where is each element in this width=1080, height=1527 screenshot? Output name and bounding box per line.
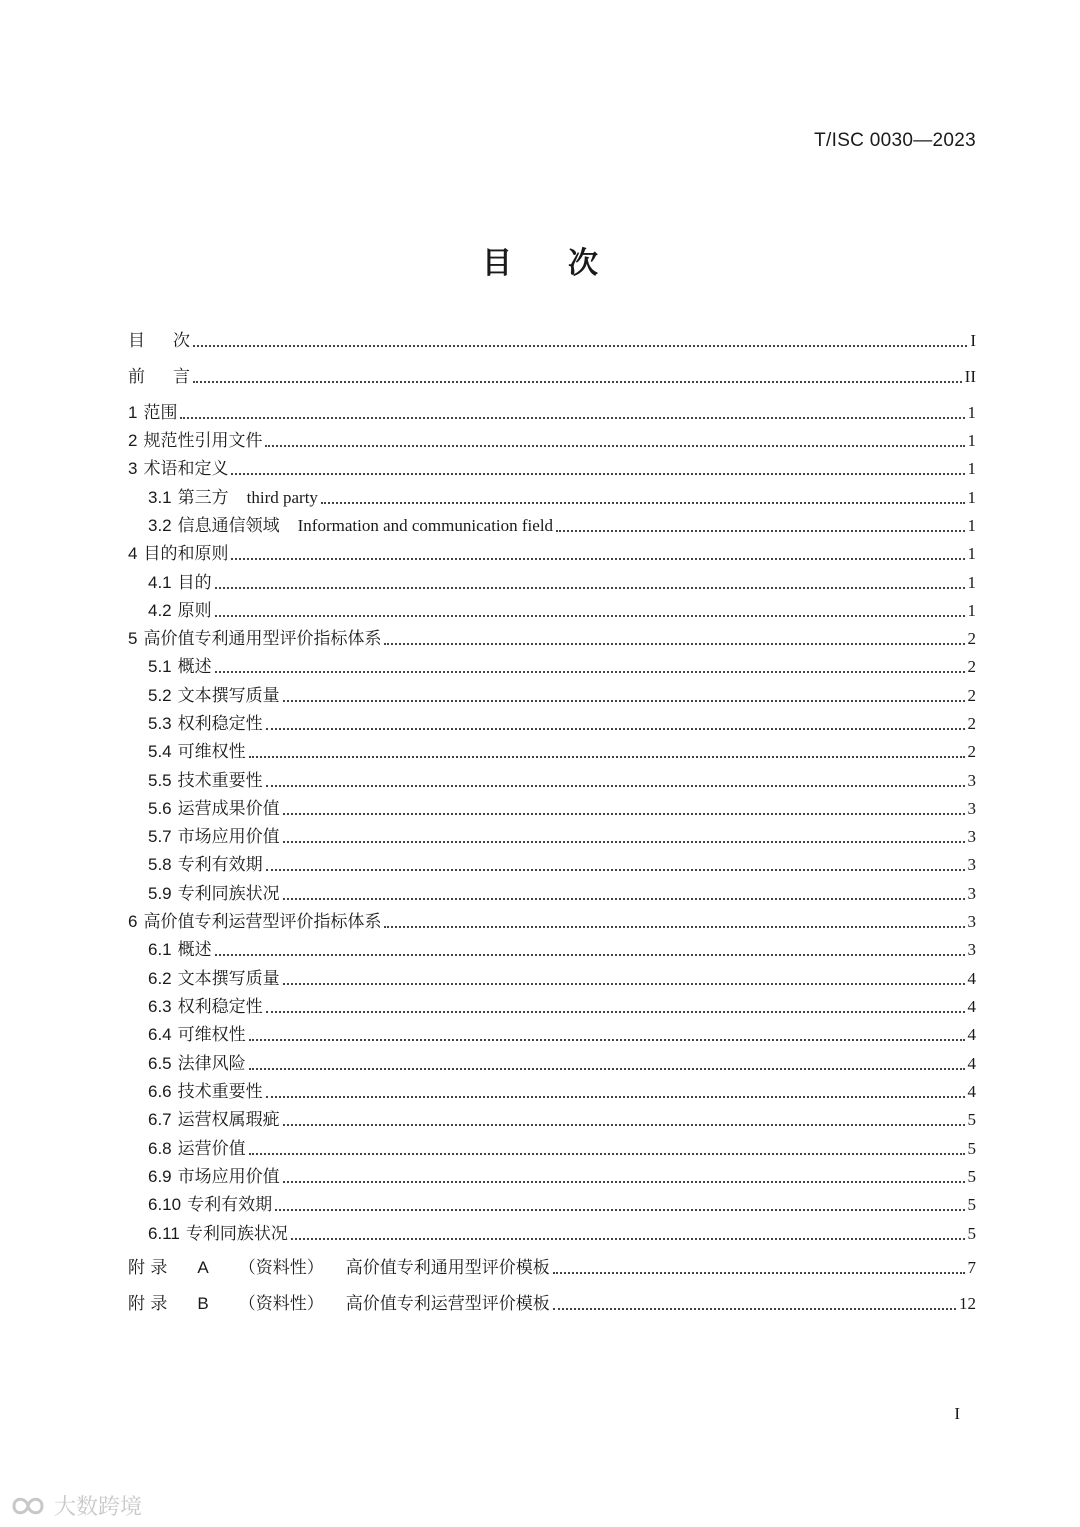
toc-entry-label (128, 402, 177, 424)
toc-page-number: 1 (967, 601, 976, 620)
dot-leader (266, 868, 965, 871)
toc-row[interactable] (0, 935, 1080, 961)
toc-entry-label (148, 883, 280, 905)
toc-page-number: 1 (967, 488, 976, 507)
toc-page-number: 5 (967, 1110, 976, 1129)
toc-entry-text: 目的 (177, 573, 212, 593)
appendix-kind: （资料性） (238, 1258, 324, 1278)
toc-entry-text: 专利有效期 (187, 1195, 273, 1215)
toc-entry-label (128, 330, 190, 352)
dot-leader (215, 953, 965, 956)
toc-entry-number: 6.5 (148, 1054, 172, 1073)
toc-page-number: 2 (967, 714, 976, 733)
toc-row[interactable] (0, 1289, 1080, 1315)
toc-entry-text: 术语和定义 (143, 459, 229, 479)
dot-leader (291, 1237, 965, 1240)
dot-leader (215, 614, 965, 617)
toc-row[interactable] (0, 1077, 1080, 1103)
toc-entry-number: 4.1 (148, 573, 172, 592)
page-title-part1: 目 (482, 246, 512, 281)
dot-leader (283, 982, 965, 985)
toc-entry-label (128, 543, 228, 565)
appendix-letter: B (197, 1294, 209, 1313)
toc-page-number: 3 (967, 827, 976, 846)
dot-leader (283, 812, 965, 815)
toc-row[interactable] (0, 596, 1080, 622)
dot-leader (384, 925, 964, 928)
toc-entry-label (148, 1194, 272, 1216)
dot-leader (193, 344, 967, 347)
toc-entry-number: 5.9 (148, 884, 172, 903)
toc-entry-label (148, 1223, 288, 1245)
toc-entry-text: 专利有效期 (177, 855, 263, 875)
toc-entry-number: 6.1 (148, 940, 172, 959)
toc-entry-label (128, 1293, 550, 1315)
toc-entry-text: 可维权性 (177, 1025, 246, 1045)
toc-entry-number: 6.3 (148, 997, 172, 1016)
dot-leader (266, 784, 965, 787)
toc-entry-text: 言 (173, 367, 190, 387)
toc-page-number: 1 (967, 516, 976, 535)
toc-page-number: 3 (967, 799, 976, 818)
watermark-text: 大数跨境 (54, 1495, 143, 1520)
toc-entry-number: 5.8 (148, 855, 172, 874)
toc-entry-text: 前 (128, 367, 145, 387)
toc-page-number: 4 (967, 1082, 976, 1101)
dot-leader (275, 1208, 964, 1211)
toc-entry-text: 市场应用价值 (177, 827, 280, 847)
toc-entry-number: 6.8 (148, 1139, 172, 1158)
dot-leader (556, 529, 964, 532)
toc-entry-label (148, 996, 263, 1018)
toc-row[interactable] (0, 737, 1080, 763)
dot-leader (283, 840, 965, 843)
toc-page-number: 2 (967, 686, 976, 705)
toc-entry-label (148, 1024, 246, 1046)
toc-row[interactable] (0, 539, 1080, 565)
dot-leader (249, 1067, 965, 1070)
page-number: I (954, 1404, 960, 1423)
toc-row[interactable] (0, 850, 1080, 876)
toc-page-number: 7 (967, 1258, 976, 1277)
toc-entry-number: 5.1 (148, 657, 172, 676)
toc-entry-text: 市场应用价值 (177, 1167, 280, 1187)
toc-entry-label (128, 430, 262, 452)
toc-page-number: 5 (967, 1224, 976, 1243)
toc-row[interactable] (0, 794, 1080, 820)
toc-entry-text: 权利稳定性 (177, 714, 263, 734)
dot-leader (283, 1123, 965, 1126)
toc-entry-text: 运营成果价值 (177, 799, 280, 819)
toc-row[interactable] (0, 1134, 1080, 1160)
toc-row[interactable] (0, 398, 1080, 424)
toc-row[interactable] (0, 964, 1080, 990)
dot-leader (283, 1180, 965, 1183)
toc-page-number: 2 (967, 657, 976, 676)
toc-page-number: 5 (967, 1139, 976, 1158)
toc-entry-number: 6.6 (148, 1082, 172, 1101)
toc-entry-text: 目 (128, 331, 145, 351)
dot-leader (266, 1095, 965, 1098)
toc-entry-number: 1 (128, 403, 138, 422)
appendix-title: 高价值专利运营型评价模板 (345, 1294, 550, 1314)
toc-row[interactable] (0, 1105, 1080, 1131)
toc-entry-label (148, 798, 280, 820)
toc-row[interactable] (0, 483, 1080, 509)
dot-leader (283, 897, 965, 900)
toc-entry-text: 规范性引用文件 (143, 431, 263, 451)
toc-entry-label (128, 1257, 550, 1279)
dot-leader (321, 501, 965, 504)
toc-entry-number: 6.2 (148, 969, 172, 988)
toc-row[interactable] (0, 1219, 1080, 1245)
toc-entry-number: 5.5 (148, 771, 172, 790)
toc-entry-text: 法律风险 (177, 1054, 246, 1074)
toc-entry-text: 次 (173, 331, 190, 351)
toc-row[interactable] (0, 568, 1080, 594)
toc-entry-label (148, 770, 263, 792)
toc-page-number: 4 (967, 1025, 976, 1044)
toc-page-number: 1 (967, 573, 976, 592)
toc-entry-number: 5.4 (148, 742, 172, 761)
toc-row[interactable] (0, 1253, 1080, 1279)
toc-entry-label (148, 572, 212, 594)
toc-page-number: 2 (967, 742, 976, 761)
toc-entry-text: 原则 (177, 601, 212, 621)
dot-leader (231, 557, 964, 560)
toc-entry-text: 权利稳定性 (177, 997, 263, 1017)
document-code: T/ISC 0030—2023 (814, 130, 976, 151)
toc-entry-number: 3.1 (148, 488, 172, 507)
toc-entry-number: 2 (128, 431, 138, 450)
toc-row[interactable] (0, 454, 1080, 480)
toc-entry-number: 4 (128, 544, 138, 563)
toc-entry-english: Information and communication field (297, 516, 554, 535)
toc-entry-label (128, 366, 190, 388)
toc-row[interactable] (0, 426, 1080, 452)
toc-row[interactable] (0, 766, 1080, 792)
toc-entry-label (148, 1166, 280, 1188)
toc-page-number: 1 (967, 544, 976, 563)
toc-entry-number: 6.10 (148, 1195, 182, 1214)
toc-entry-text: 概述 (177, 657, 212, 677)
toc-entry-number: 5.3 (148, 714, 172, 733)
toc-entry-text: 第三方 (177, 488, 229, 508)
toc-entry-label (148, 1081, 263, 1103)
toc-entry-text: 目的和原则 (143, 544, 229, 564)
toc-row[interactable] (0, 822, 1080, 848)
toc-entry-label (148, 656, 212, 678)
toc-entry-number: 3 (128, 459, 138, 478)
dot-leader (384, 642, 964, 645)
toc-row[interactable] (0, 1049, 1080, 1075)
page-title-part2: 次 (568, 246, 598, 281)
dot-leader (249, 755, 965, 758)
toc-entry-label (128, 628, 381, 650)
toc-page-number: 1 (967, 459, 976, 478)
toc-entry-text: 技术重要性 (177, 771, 263, 791)
watermark (8, 1490, 142, 1521)
toc-row[interactable] (0, 1190, 1080, 1216)
toc-entry-number: 4.2 (148, 601, 172, 620)
dot-leader (249, 1152, 965, 1155)
appendix-label: 附 录 (128, 1258, 168, 1278)
toc-entry-text: 运营价值 (177, 1139, 246, 1159)
toc-entry-text: 高价值专利运营型评价指标体系 (143, 912, 382, 932)
toc-page-number: 12 (959, 1294, 976, 1313)
toc-entry-number: 5 (128, 629, 138, 648)
toc-row[interactable] (0, 681, 1080, 707)
toc-entry-label (148, 968, 280, 990)
toc-entry-number: 6.11 (148, 1224, 180, 1243)
toc-row[interactable] (0, 624, 1080, 650)
toc-entry-label (148, 854, 263, 876)
toc-entry-label (148, 1053, 246, 1075)
toc-page-number: II (964, 367, 976, 386)
dot-leader (215, 586, 965, 589)
toc-row[interactable] (0, 1162, 1080, 1188)
dot-leader (266, 727, 965, 730)
dot-leader (553, 1271, 965, 1274)
appendix-label: 附 录 (128, 1294, 168, 1314)
toc-entry-text: 专利同族状况 (177, 884, 280, 904)
toc-page-number: 4 (967, 1054, 976, 1073)
toc-entry-text: 文本撰写质量 (177, 686, 280, 706)
toc-row[interactable] (0, 907, 1080, 933)
toc-entry-label (148, 939, 212, 961)
toc-entry-text: 高价值专利通用型评价指标体系 (143, 629, 382, 649)
toc-entry-text: 文本撰写质量 (177, 969, 280, 989)
toc-entry-label (148, 600, 212, 622)
toc-entry-number: 5.2 (148, 686, 172, 705)
dot-leader (553, 1307, 956, 1310)
toc-entry-label (148, 826, 280, 848)
toc-entry-number: 6 (128, 912, 138, 931)
infinity-logo-icon (8, 1493, 48, 1519)
toc-entry-number: 3.2 (148, 516, 172, 535)
toc-page-number: 2 (967, 629, 976, 648)
toc-entry-text: 范围 (143, 403, 178, 423)
dot-leader (193, 380, 962, 383)
toc-entry-label (148, 1109, 280, 1131)
toc-entry-text: 可维权性 (177, 742, 246, 762)
toc-entry-number: 6.7 (148, 1110, 172, 1129)
toc-entry-label (148, 741, 246, 763)
toc-page-number: 1 (967, 431, 976, 450)
toc-page-number: 3 (967, 855, 976, 874)
toc-entry-text: 信息通信领域 (177, 516, 280, 536)
toc-row[interactable] (0, 709, 1080, 735)
appendix-letter: A (197, 1258, 209, 1277)
dot-leader (249, 1038, 965, 1041)
toc-row[interactable] (0, 652, 1080, 678)
toc-row[interactable] (0, 1020, 1080, 1046)
toc-entry-number: 5.7 (148, 827, 172, 846)
toc-row[interactable] (0, 879, 1080, 905)
toc-entry-label (148, 685, 280, 707)
toc-entry-label (148, 487, 318, 509)
toc-entry-number: 6.4 (148, 1025, 172, 1044)
toc-entry-english: third party (246, 488, 318, 507)
dot-leader (215, 670, 965, 673)
appendix-title: 高价值专利通用型评价模板 (345, 1258, 550, 1278)
toc-entry-label (148, 515, 553, 537)
toc-page-number: 4 (967, 969, 976, 988)
toc-page-number: 3 (967, 884, 976, 903)
toc-page-number: 3 (967, 912, 976, 931)
toc-page-number: I (970, 331, 976, 350)
dot-leader (231, 472, 964, 475)
appendix-kind: （资料性） (238, 1294, 324, 1314)
toc-entry-label (148, 713, 263, 735)
toc-page-number: 1 (967, 403, 976, 422)
toc-entry-label (128, 458, 228, 480)
dot-leader (266, 1010, 965, 1013)
toc-row[interactable] (0, 362, 1080, 388)
dot-leader (283, 699, 965, 702)
toc-row[interactable] (0, 992, 1080, 1018)
toc-row[interactable] (0, 326, 1080, 352)
dot-leader (180, 416, 964, 419)
toc-page-number: 3 (967, 940, 976, 959)
toc-entry-text: 概述 (177, 940, 212, 960)
toc-entry-text: 专利同族状况 (185, 1224, 288, 1244)
toc-entry-text: 技术重要性 (177, 1082, 263, 1102)
toc-page-number: 4 (967, 997, 976, 1016)
toc-entry-number: 6.9 (148, 1167, 172, 1186)
dot-leader (265, 444, 964, 447)
toc-page-number: 3 (967, 771, 976, 790)
toc-page-number: 5 (967, 1195, 976, 1214)
toc-entry-label (148, 1138, 246, 1160)
toc-entry-number: 5.6 (148, 799, 172, 818)
toc-entry-label (128, 911, 381, 933)
toc-page-number: 5 (967, 1167, 976, 1186)
toc-entry-text: 运营权属瑕疵 (177, 1110, 280, 1130)
toc-row[interactable] (0, 511, 1080, 537)
